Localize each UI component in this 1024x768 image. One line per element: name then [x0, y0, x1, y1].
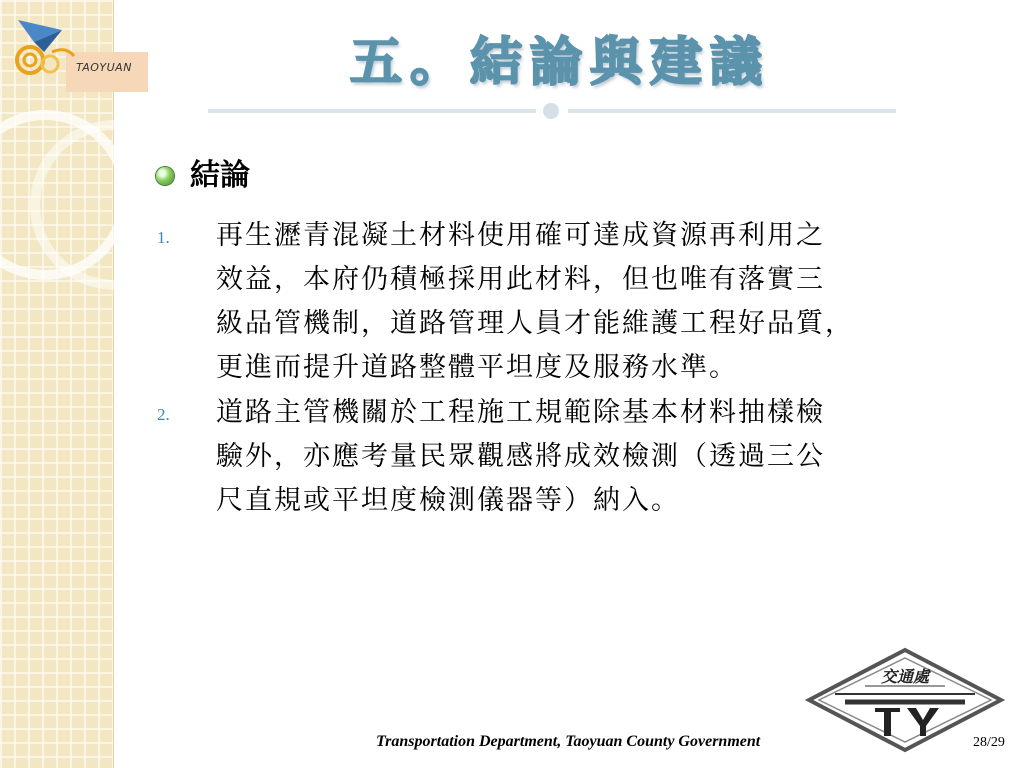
- title-divider-left: [208, 109, 536, 113]
- list-item-text: [216, 391, 996, 523]
- text-line: 道路主管機關於工程施工規範除基本材料抽樣檢: [216, 397, 825, 428]
- text-line: 級品管機制，道路管理人員才能維護工程好品質，: [216, 308, 854, 339]
- text-line: 更進而提升道路整體平坦度及服務水準。: [216, 352, 738, 383]
- list-item-number: 1.: [157, 228, 170, 247]
- green-bullet-icon: [156, 167, 174, 185]
- text-line: 驗外，亦應考量民眾觀感將成效檢測（透過三公: [216, 441, 825, 472]
- slide-title: 五。結論與建議: [349, 32, 770, 93]
- swirl-bird-icon: [4, 12, 84, 84]
- decorative-ring: [30, 120, 200, 290]
- taoyuan-logo: [4, 12, 144, 84]
- title-divider-dot: [543, 103, 559, 119]
- text-line: 效益，本府仍積極採用此材料，但也唯有落實三: [216, 264, 825, 295]
- footer-organization: Transportation Department, Taoyuan County Government: [376, 733, 761, 750]
- text-line: 再生瀝青混凝土材料使用確可達成資源再利用之: [216, 220, 825, 251]
- logo-text: TAOYUAN: [76, 61, 132, 74]
- list-item-number: 2.: [157, 405, 170, 424]
- text-line: 尺直規或平坦度檢測儀器等）納入。: [216, 485, 680, 516]
- emblem-text: 交通處: [880, 667, 930, 686]
- page-number: 28/29: [973, 735, 1005, 750]
- section-heading: 結論: [190, 158, 250, 193]
- title-divider-right: [568, 109, 896, 113]
- list-item-text: [216, 214, 996, 390]
